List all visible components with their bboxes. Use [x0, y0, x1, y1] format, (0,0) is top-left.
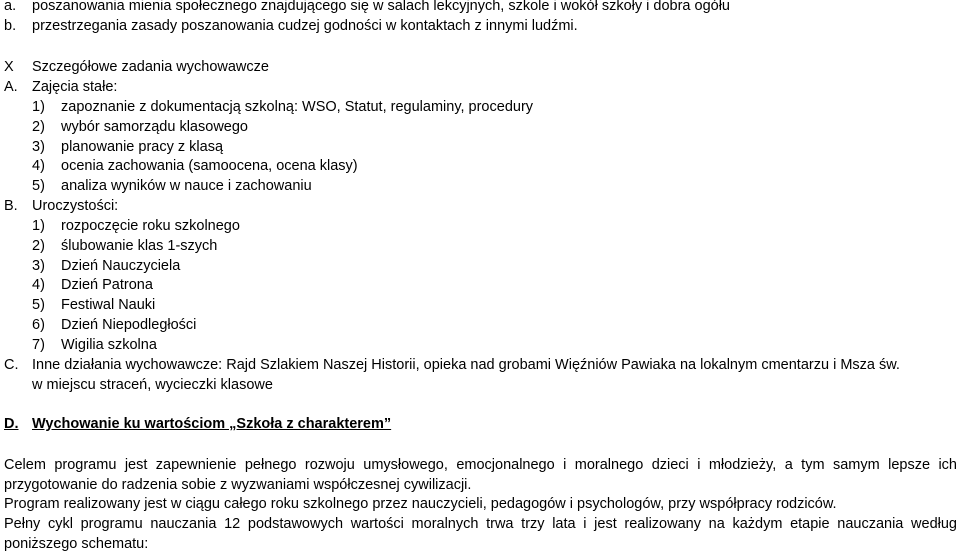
item-number: 4) [32, 277, 45, 293]
item-text: ślubowanie klas 1-szych [61, 238, 218, 254]
item-text: wybór samorządu klasowego [61, 119, 248, 135]
item-number: 7) [32, 337, 45, 353]
section-marker: B. [4, 198, 18, 214]
item-number: 1) [32, 99, 45, 115]
paragraph-cycle: Pełny cykl programu nauczania 12 podstawowych wartości moralnych trwa trzy lata i jest realizowany na każdym etapie nauczania według poniższego schematu: [4, 516, 957, 552]
item-text: rozpoczęcie roku szkolnego [61, 218, 240, 234]
section-title: Zajęcia stałe: [32, 79, 118, 95]
section-marker: D. [4, 416, 19, 432]
list-marker: b. [4, 18, 17, 34]
item-text: Festiwal Nauki [61, 297, 156, 313]
item-text: Dzień Patrona [61, 277, 153, 293]
paragraph-goal: Celem programu jest zapewnienie pełnego rozwoju umysłowego, emocjonalnego i moralnego dzieci i młodzieży, a tym samym lepsze ich przygotowanie do radzenia sobie z wyzwaniami współczesnej cywilizacji. [4, 457, 957, 493]
item-text: Dzień Niepodległości [61, 317, 197, 333]
item-number: 6) [32, 317, 45, 333]
item-number: 5) [32, 178, 45, 194]
item-number: 5) [32, 297, 45, 313]
item-number: 2) [32, 119, 45, 135]
item-text: ocenia zachowania (samoocena, ocena klasy) [61, 158, 358, 174]
item-text: analiza wyników w nauce i zachowaniu [61, 178, 312, 194]
item-number: 3) [32, 258, 45, 274]
item-number: 1) [32, 218, 45, 234]
section-marker: A. [4, 79, 18, 95]
list-text: przestrzegania zasady poszanowania cudzej godności w kontaktach z innymi ludźmi. [32, 18, 578, 34]
list-text: poszanowania mienia społecznego znajdującego się w salach lekcyjnych, szkole i wokół szkoły i dobra ogółu [32, 0, 730, 14]
item-text: Dzień Nauczyciela [61, 258, 181, 274]
section-title: Uroczystości: [32, 198, 119, 214]
list-marker: a. [4, 0, 17, 14]
section-text-line1: Inne działania wychowawcze: Rajd Szlakiem Naszej Historii, opieka nad grobami Więźniów Pawiaka na lokalnym cmentarzu i Msza św. [32, 357, 900, 373]
item-number: 3) [32, 139, 45, 155]
item-text: Wigilia szkolna [61, 337, 157, 353]
section-marker: X [4, 59, 14, 75]
item-number: 2) [32, 238, 45, 254]
section-title: Wychowanie ku wartościom „Szkoła z charakterem” [32, 416, 392, 432]
section-text-line2: w miejscu straceń, wycieczki klasowe [32, 377, 273, 393]
paragraph-realization: Program realizowany jest w ciągu całego roku szkolnego przez nauczycieli, pedagogów i psychologów, przy współpracy rodziców. [4, 496, 837, 512]
item-number: 4) [32, 158, 45, 174]
item-text: zapoznanie z dokumentacją szkolną: WSO, Statut, regulaminy, procedury [61, 99, 534, 115]
section-marker: C. [4, 357, 19, 373]
section-title: Szczegółowe zadania wychowawcze [32, 59, 269, 75]
item-text: planowanie pracy z klasą [61, 139, 224, 155]
